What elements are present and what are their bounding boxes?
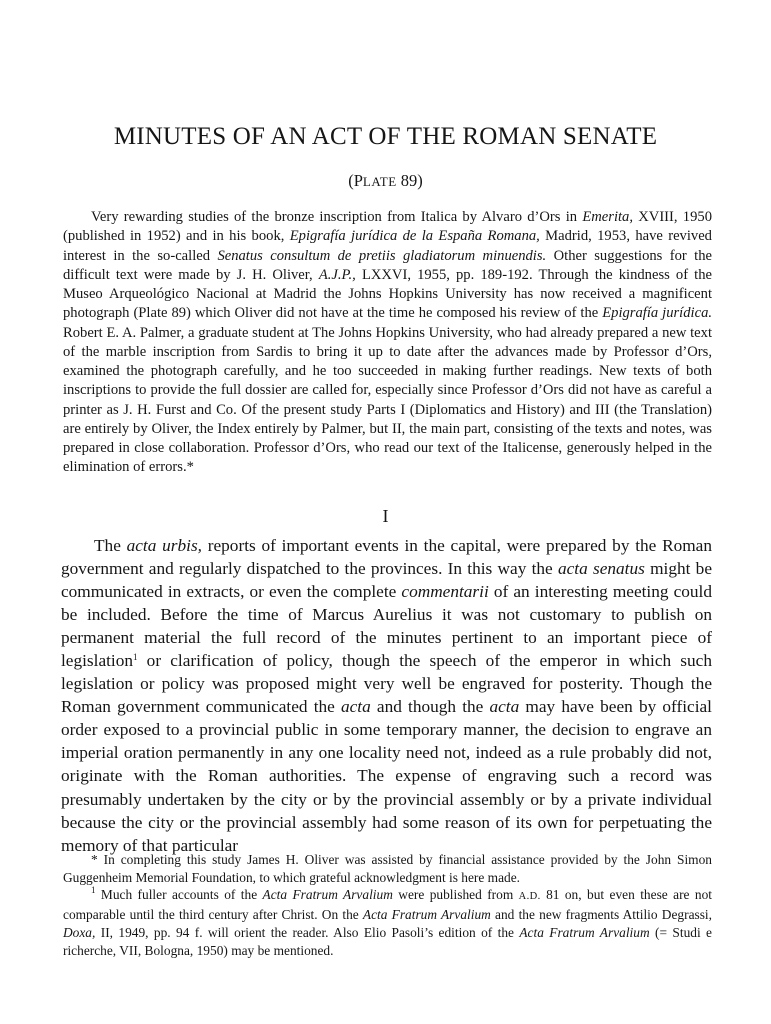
- page-title: MINUTES OF AN ACT OF THE ROMAN SENATE: [113, 123, 658, 150]
- italic-run: commentarii: [401, 582, 489, 602]
- text-run: or clarification of policy, though the speech of the emperor in which such legislation or policy was proposed might very well be engraved for posterity. Though the Roman government communicated the: [61, 651, 712, 717]
- italic-run: Acta Fratrum Arvalium: [362, 907, 491, 923]
- text-run: might be communicated in extracts, or even the complete: [61, 559, 712, 602]
- footnote-ref: 1: [133, 652, 138, 663]
- body-paragraph: [61, 534, 712, 857]
- italic-run: Doxa,: [63, 924, 96, 940]
- footnote-1: [63, 886, 712, 959]
- intro-paragraph: [63, 208, 712, 478]
- text-run: Very rewarding studies of the bronze inscription from Italica by Alvaro d’Ors in: [91, 209, 583, 225]
- section-heading: I: [382, 506, 389, 526]
- text-run: may have been by official order exposed to a provincial public in some temporary manner, the decision to engrave an imperial oration permanently in any one locality need not, indeed as a rule probably did not, originate with the Roman authorities. The expense of engraving such a record was presumably undertaken by the city or by the provincial assembly or by a private individual because the city or the provincial assembly had some reason of its own for perpetuating the memory of that particular: [61, 697, 712, 855]
- text-run: (= Studi e richerche, VII, Bologna, 1950) may be mentioned.: [63, 924, 712, 958]
- plate-number: 89): [396, 171, 423, 190]
- text-run: * In completing this study James H. Oliver was assisted by financial assistance provided by the John Simon Guggenheim Memorial Foundation, to which grateful acknowledgment is here made.: [63, 852, 712, 885]
- italic-run: Acta Fratrum Arvalium: [519, 924, 650, 940]
- text-run: and though the: [370, 697, 490, 717]
- italic-run: acta: [489, 697, 520, 717]
- text-run: Madrid, 1953, have revived interest in the so-called: [63, 228, 712, 264]
- italic-run: Epigrafía jurídica.: [602, 305, 713, 322]
- text-run: Other suggestions for the difficult text were made by J. H. Oliver,: [63, 247, 713, 283]
- text-run: Robert E. A. Palmer, a graduate student at The Johns Hopkins University, who had already prepared a new text of the marble inscription from Sardis to bring it up to date after the advances made by Professor d’Ors, examined the photograph carefully, and he too succeeded in making further readings. New texts of both inscriptions to provide the full dossier are called for, especially since Professor d’Ors did not have as careful a printer as J. H. Furst and Co. Of the present study Parts I (Diplomatics and History) and III (the Translation) are entirely by Oliver, the Index entirely by Palmer, but II, the main part, consisting of the texts and notes, was prepared in close collaboration. Professor d’Ors, who read our text of the Italicense, generously helped in the elimination of errors.*: [63, 324, 712, 476]
- plate-open: (: [348, 171, 354, 190]
- italic-run: acta: [340, 697, 371, 717]
- italic-run: acta senatus: [557, 559, 645, 579]
- text-run: and the new fragments Attilio Degrassi,: [490, 907, 713, 923]
- text-run: II, 1949, pp. 94 f. will orient the reader. Also Elio Pasoli’s edition of the: [95, 924, 520, 940]
- text-run: were published from: [392, 887, 519, 903]
- italic-run: Emerita,: [582, 209, 633, 225]
- text-run: reports of important events in the capital, were prepared by the Roman government and regularly dispatched to the provinces. In this way the: [61, 536, 712, 579]
- introduction: [63, 208, 712, 478]
- italic-run: Acta Fratrum Arvalium: [262, 887, 393, 903]
- text-run: 81 on, but even these are not comparable until the third century after Christ. On the: [63, 887, 712, 923]
- footnote-ref: 1: [91, 885, 96, 896]
- text-run: The: [94, 536, 127, 555]
- italic-run: acta urbis,: [126, 536, 202, 555]
- text-run: LXXVI, 1955, pp. 189-192. Through the kindness of the Museo Arqueológico Nacional at Madrid the Johns Hopkins University has now received a magnificent photograph (Plate 89) which Oliver did not have at the time he composed his review of the: [63, 266, 712, 322]
- text-run: XVIII, 1950 (published in 1952) and in his book,: [63, 209, 712, 245]
- plate-word: LATE: [362, 174, 397, 189]
- text-run: Much fuller accounts of the: [95, 887, 263, 903]
- italic-run: Epigrafía jurídica de la España Romana,: [289, 228, 540, 245]
- plate-initial: P: [353, 171, 363, 190]
- plate-reference: [0, 171, 771, 192]
- italic-run: Senatus consultum de pretiis gladiatorum minuendis.: [217, 247, 547, 264]
- italic-run: A.J.P.,: [318, 266, 356, 283]
- smallcaps-run: A.D.: [518, 891, 541, 903]
- footnote-star: [63, 851, 712, 886]
- text-run: of an interesting meeting could be included. Before the time of Marcus Aurelius it was not customary to publish on permanent material the full record of the minutes pertinent to an important piece of legislation: [61, 582, 712, 671]
- footnotes: [63, 851, 712, 959]
- body-text: [61, 534, 712, 857]
